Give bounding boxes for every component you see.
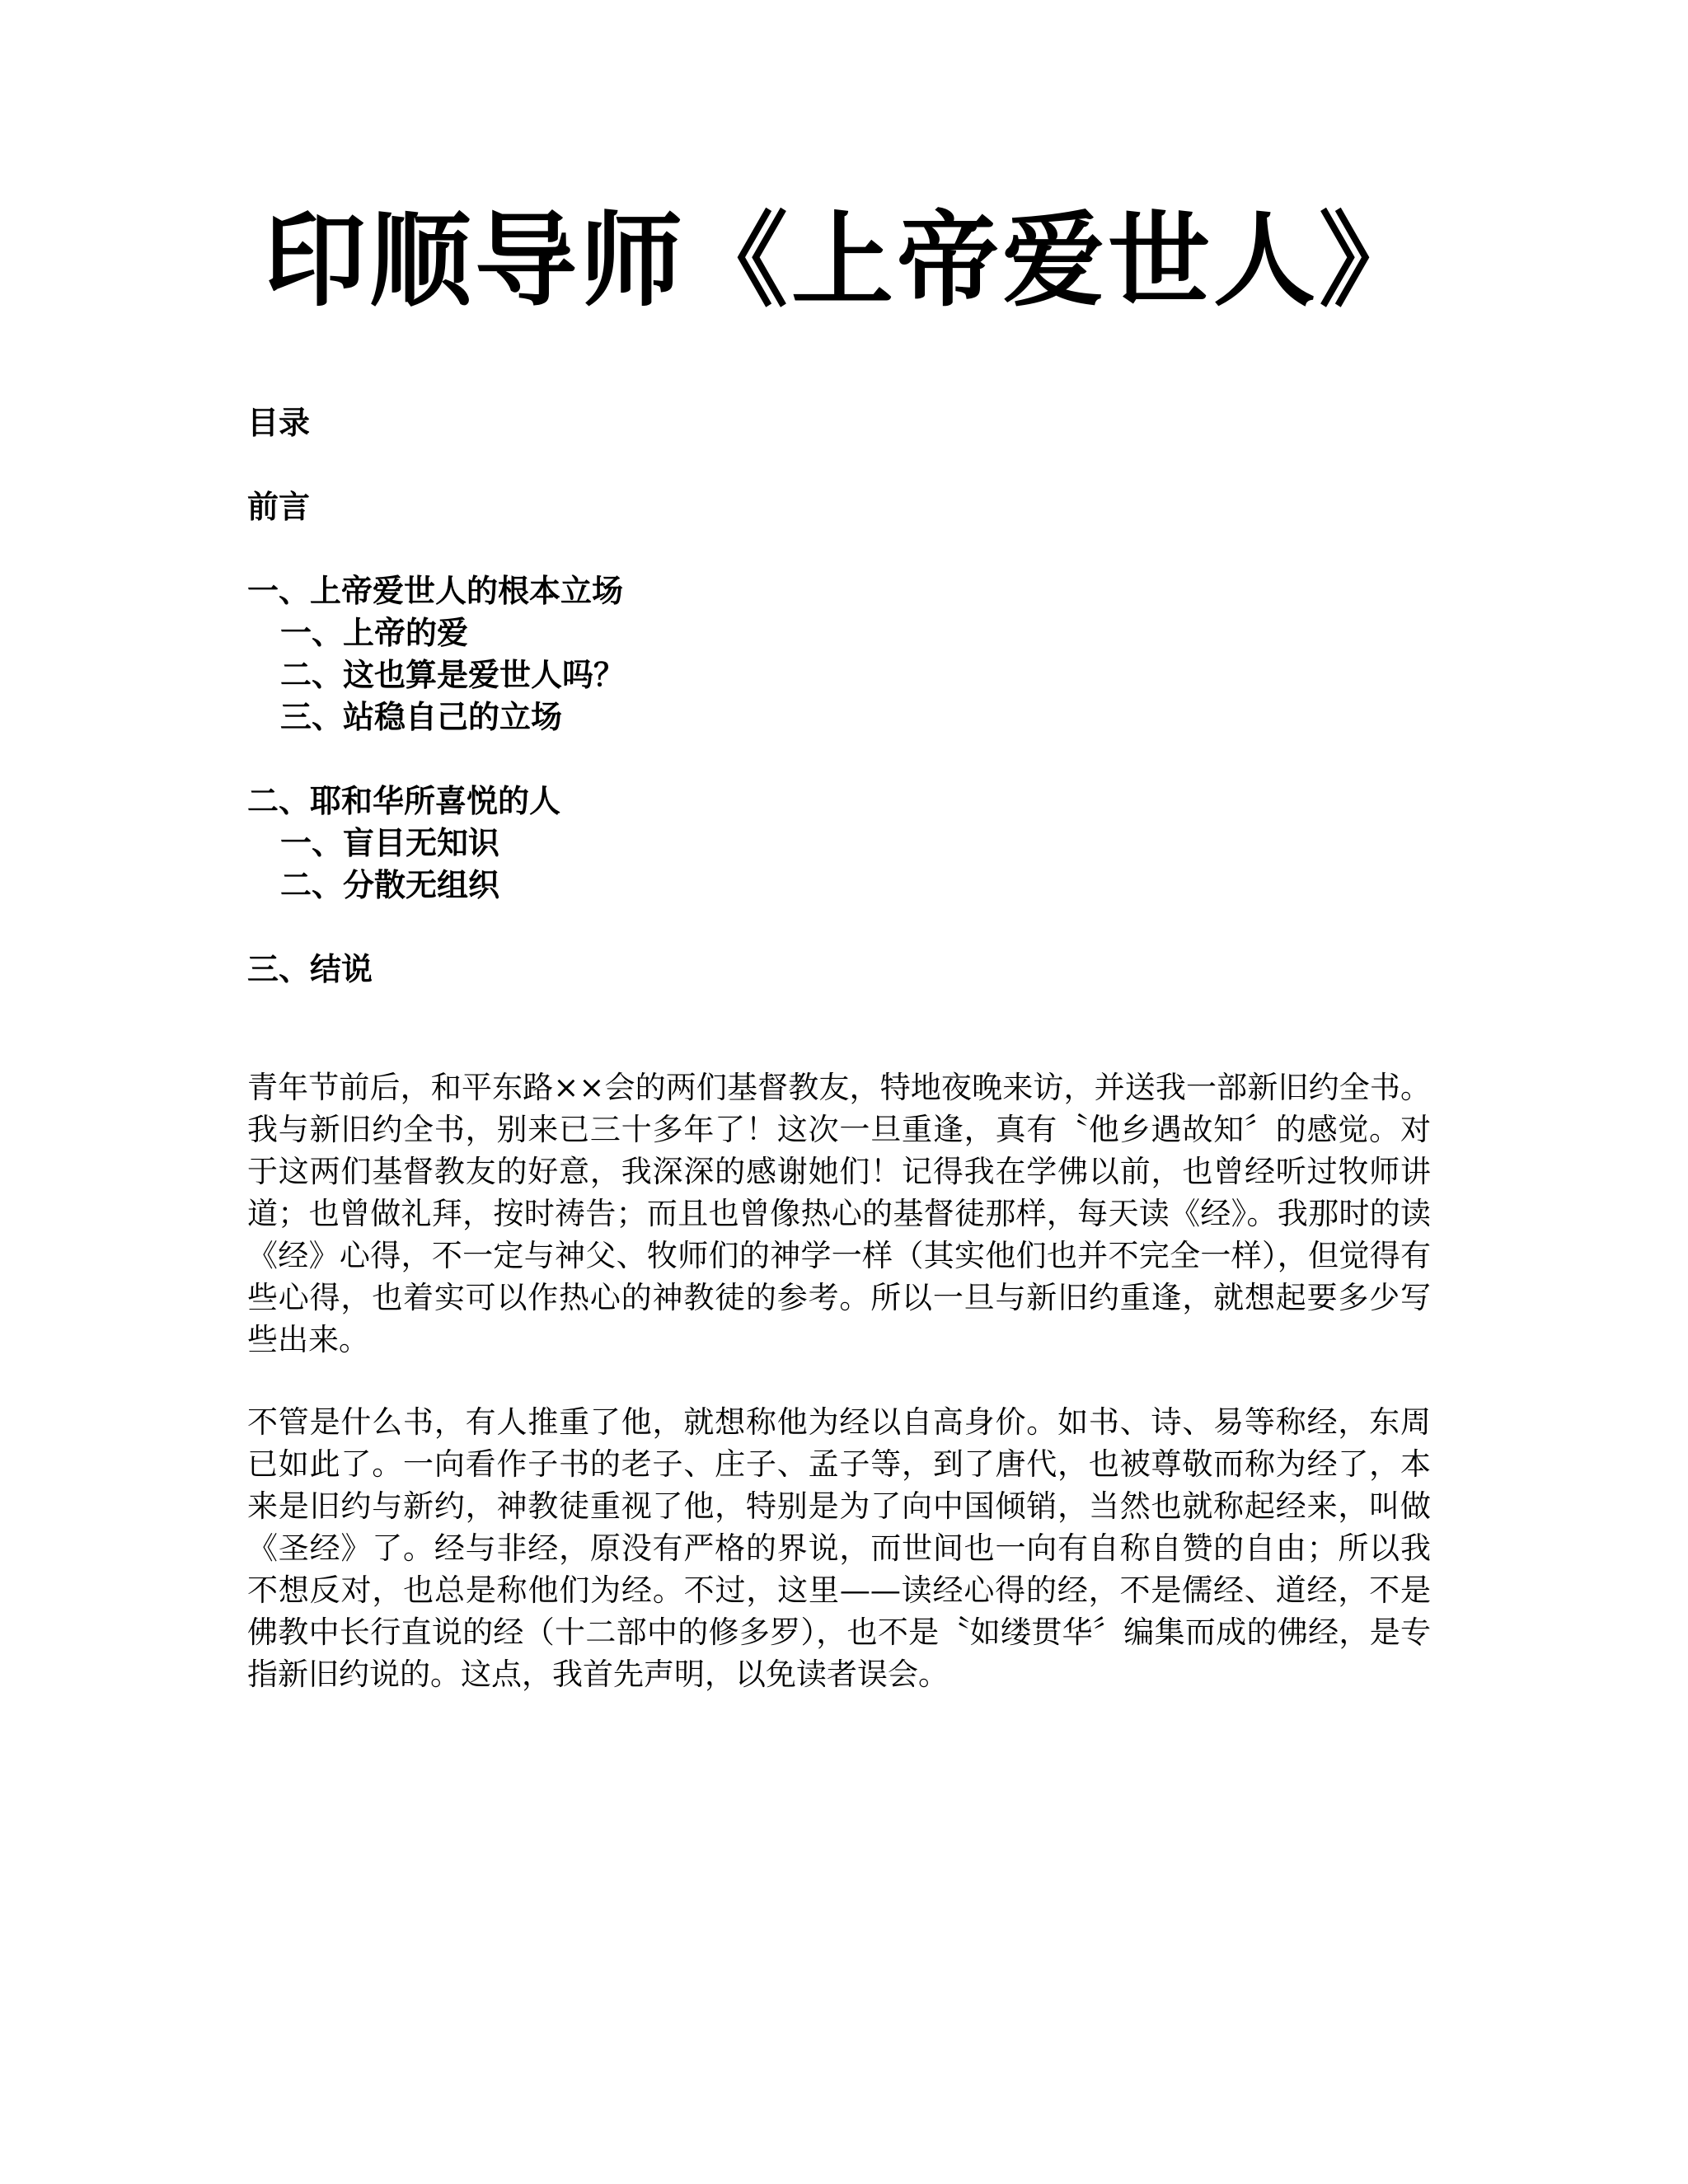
toc-subsection-1-1: 一、上帝的爱 (280, 615, 469, 651)
toc-subsection-1-2: 二、这也算是爱世人吗？ (280, 657, 626, 693)
toc-subsection-1-3: 三、站稳自己的立场 (280, 699, 563, 735)
toc-heading: 目录 (247, 405, 311, 441)
preface-paragraph-1: 青年节前后，和平东路××会的两们基督教友，特地夜晚来访，并送我一部新旧约全书。我与新旧约全书，别来已三十多年了！这次一旦重逢，真有〝他乡遇故知〞的感觉。对于这两们基督教友的好意，我深深的感谢她们！记得我在学佛以前，也曾经听过牧师讲道；也曾做礼拜，按时祷告；而且也曾像热心的基督徒那样，每天读《经》。我那时的读《经》心得，不一定与神父、牧师们的神学一样（其实他们也并不完全一样），但觉得有些心得，也着实可以作热心的神教徒的参考。所以一旦与新旧约重逢，就想起要多少写些出来。 (247, 1070, 1431, 1357)
document-title: 印顺导师《上帝爱世人》 (263, 202, 1424, 321)
toc-subsection-2-2: 二、分散无组织 (280, 867, 500, 903)
preface-paragraph-2: 不管是什么书，有人推重了他，就想称他为经以自高身价。如书、诗、易等称经，东周已如此了。一向看作子书的老子、庄子、孟子等，到了唐代，也被尊敬而称为经了，本来是旧约与新约，神教徒重视了他，特别是为了向中国倾销，当然也就称起经来，叫做《圣经》了。经与非经，原没有严格的界说，而世间也一向有自称自赞的自由；所以我不想反对，也总是称他们为经。不过，这里——读经心得的经，不是儒经、道经，不是佛教中长行直说的经（十二部中的修多罗），也不是〝如缕贯华〞编集而成的佛经，是专指新旧约说的。这点，我首先声明，以免读者误会。 (247, 1404, 1431, 1692)
toc-section-3: 三、结说 (247, 951, 373, 987)
toc-section-2: 二、耶和华所喜悦的人 (247, 783, 561, 819)
toc-section-1: 一、上帝爱世人的根本立场 (247, 573, 624, 609)
toc-subsection-2-1: 一、盲目无知识 (280, 825, 500, 861)
table-of-contents (247, 402, 1442, 991)
toc-item-preface: 前言 (247, 489, 311, 525)
